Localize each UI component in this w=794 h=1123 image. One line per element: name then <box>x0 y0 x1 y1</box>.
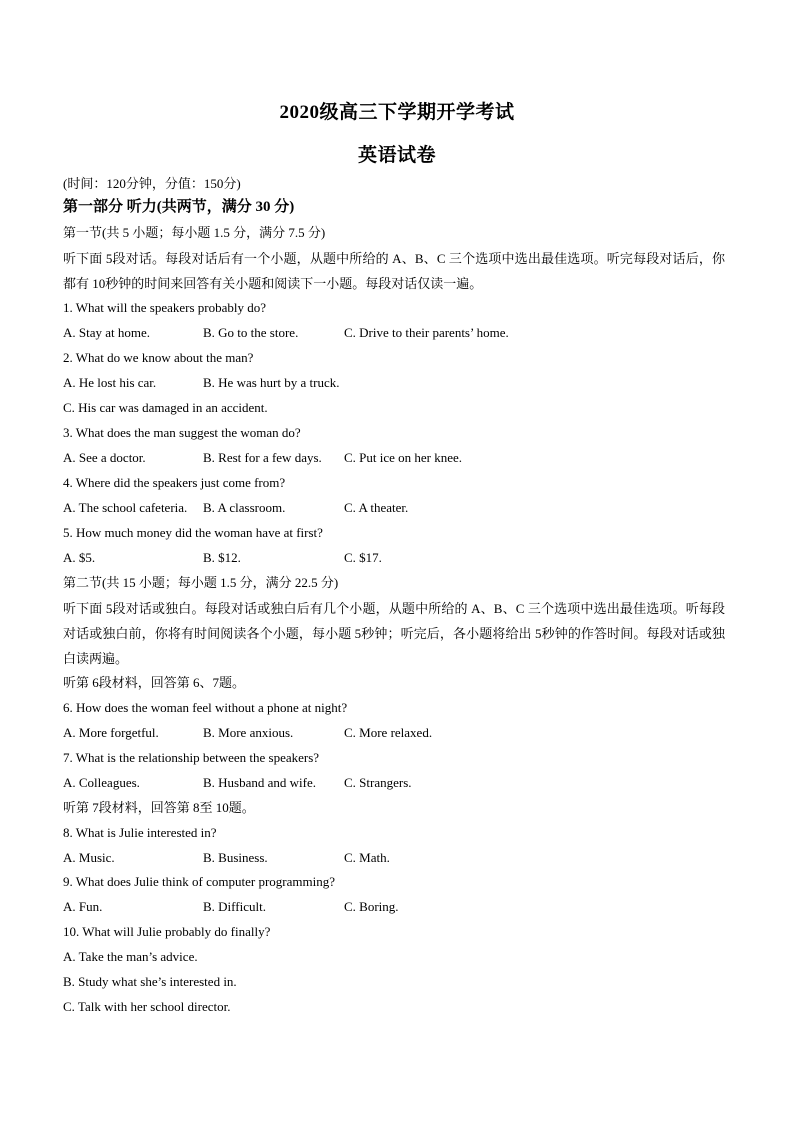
question-1: 1. What will the speakers probably do? <box>63 300 267 315</box>
q4-option-b: B. A classroom. <box>203 500 286 515</box>
question-9: 9. What does Julie think of computer programming? <box>63 874 335 889</box>
q2-option-a: A. He lost his car. <box>63 375 157 390</box>
question-4: 4. Where did the speakers just come from? <box>63 475 286 490</box>
exam-title: 2020级高三下学期开学考试 <box>279 102 515 123</box>
q8-option-c: C. Math. <box>344 850 390 865</box>
q9-option-b: B. Difficult. <box>203 899 266 914</box>
q8-option-b: B. Business. <box>203 850 268 865</box>
q3-option-c: C. Put ice on her knee. <box>344 450 463 465</box>
q6-option-a: A. More forgetful. <box>63 725 159 740</box>
q7-option-a: A. Colleagues. <box>63 775 140 790</box>
q1-option-c: C. Drive to their parents’ home. <box>344 325 509 340</box>
q5-option-b: B. $12. <box>203 550 241 565</box>
q2-option-b: B. He was hurt by a truck. <box>203 375 340 390</box>
section2-instructions: 听下面 5段对话或独白。每段对话或独白后有几个小题，从题中所给的 A、B、C 三个选项中选出最佳选项。听每段对话或独白前，你将有时间阅读各个小题，每小题 5秒钟；听完后，各小题将给出 5秒钟的作答时间。每段对话或独白读两遍。 <box>63 601 725 666</box>
exam-info: (时间：120分钟，分值：150分) <box>63 176 241 191</box>
q8-option-a: A. Music. <box>63 850 115 865</box>
q2-option-c: C. His car was damaged in an accident. <box>63 400 268 415</box>
q4-option-c: C. A theater. <box>344 500 409 515</box>
q1-option-a: A. Stay at home. <box>63 325 151 340</box>
question-5: 5. How much money did the woman have at first? <box>63 525 323 540</box>
question-10: 10. What will Julie probably do finally? <box>63 924 271 939</box>
q1-option-b: B. Go to the store. <box>203 325 299 340</box>
q5-option-a: A. $5. <box>63 550 96 565</box>
q10-option-b: B. Study what she’s interested in. <box>63 974 237 989</box>
material-7-note: 听第 7段材料，回答第 8至 10题。 <box>63 800 255 815</box>
q5-option-c: C. $17. <box>344 550 382 565</box>
question-8: 8. What is Julie interested in? <box>63 825 217 840</box>
q3-option-b: B. Rest for a few days. <box>203 450 322 465</box>
section1-instructions: 听下面 5段对话。每段对话后有一个小题，从题中所给的 A、B、C 三个选项中选出最佳选项。听完每段对话后，你都有 10秒钟的时间来回答有关小题和阅读下一小题。每段对话仅读一遍。 <box>63 251 725 291</box>
section2-heading: 第二节(共 15 小题；每小题 1.5 分，满分 22.5 分) <box>63 575 339 590</box>
q6-option-b: B. More anxious. <box>203 725 294 740</box>
q7-option-c: C. Strangers. <box>344 775 412 790</box>
q4-option-a: A. The school cafeteria. <box>63 500 188 515</box>
question-3: 3. What does the man suggest the woman do? <box>63 425 301 440</box>
exam-subtitle: 英语试卷 <box>357 145 436 166</box>
section1-heading: 第一节(共 5 小题；每小题 1.5 分，满分 7.5 分) <box>63 225 326 240</box>
q6-option-c: C. More relaxed. <box>344 725 433 740</box>
question-7: 7. What is the relationship between the speakers? <box>63 750 320 765</box>
question-2: 2. What do we know about the man? <box>63 350 254 365</box>
material-6-note: 听第 6段材料，回答第 6、7题。 <box>63 675 246 690</box>
q7-option-b: B. Husband and wife. <box>203 775 317 790</box>
q9-option-a: A. Fun. <box>63 899 103 914</box>
q9-option-c: C. Boring. <box>344 899 399 914</box>
q10-option-a: A. Take the man’s advice. <box>63 949 198 964</box>
q10-option-c: C. Talk with her school director. <box>63 999 231 1014</box>
q3-option-a: A. See a doctor. <box>63 450 146 465</box>
question-6: 6. How does the woman feel without a phone at night? <box>63 700 348 715</box>
part1-heading: 第一部分 听力(共两节，满分 30 分) <box>63 199 295 215</box>
